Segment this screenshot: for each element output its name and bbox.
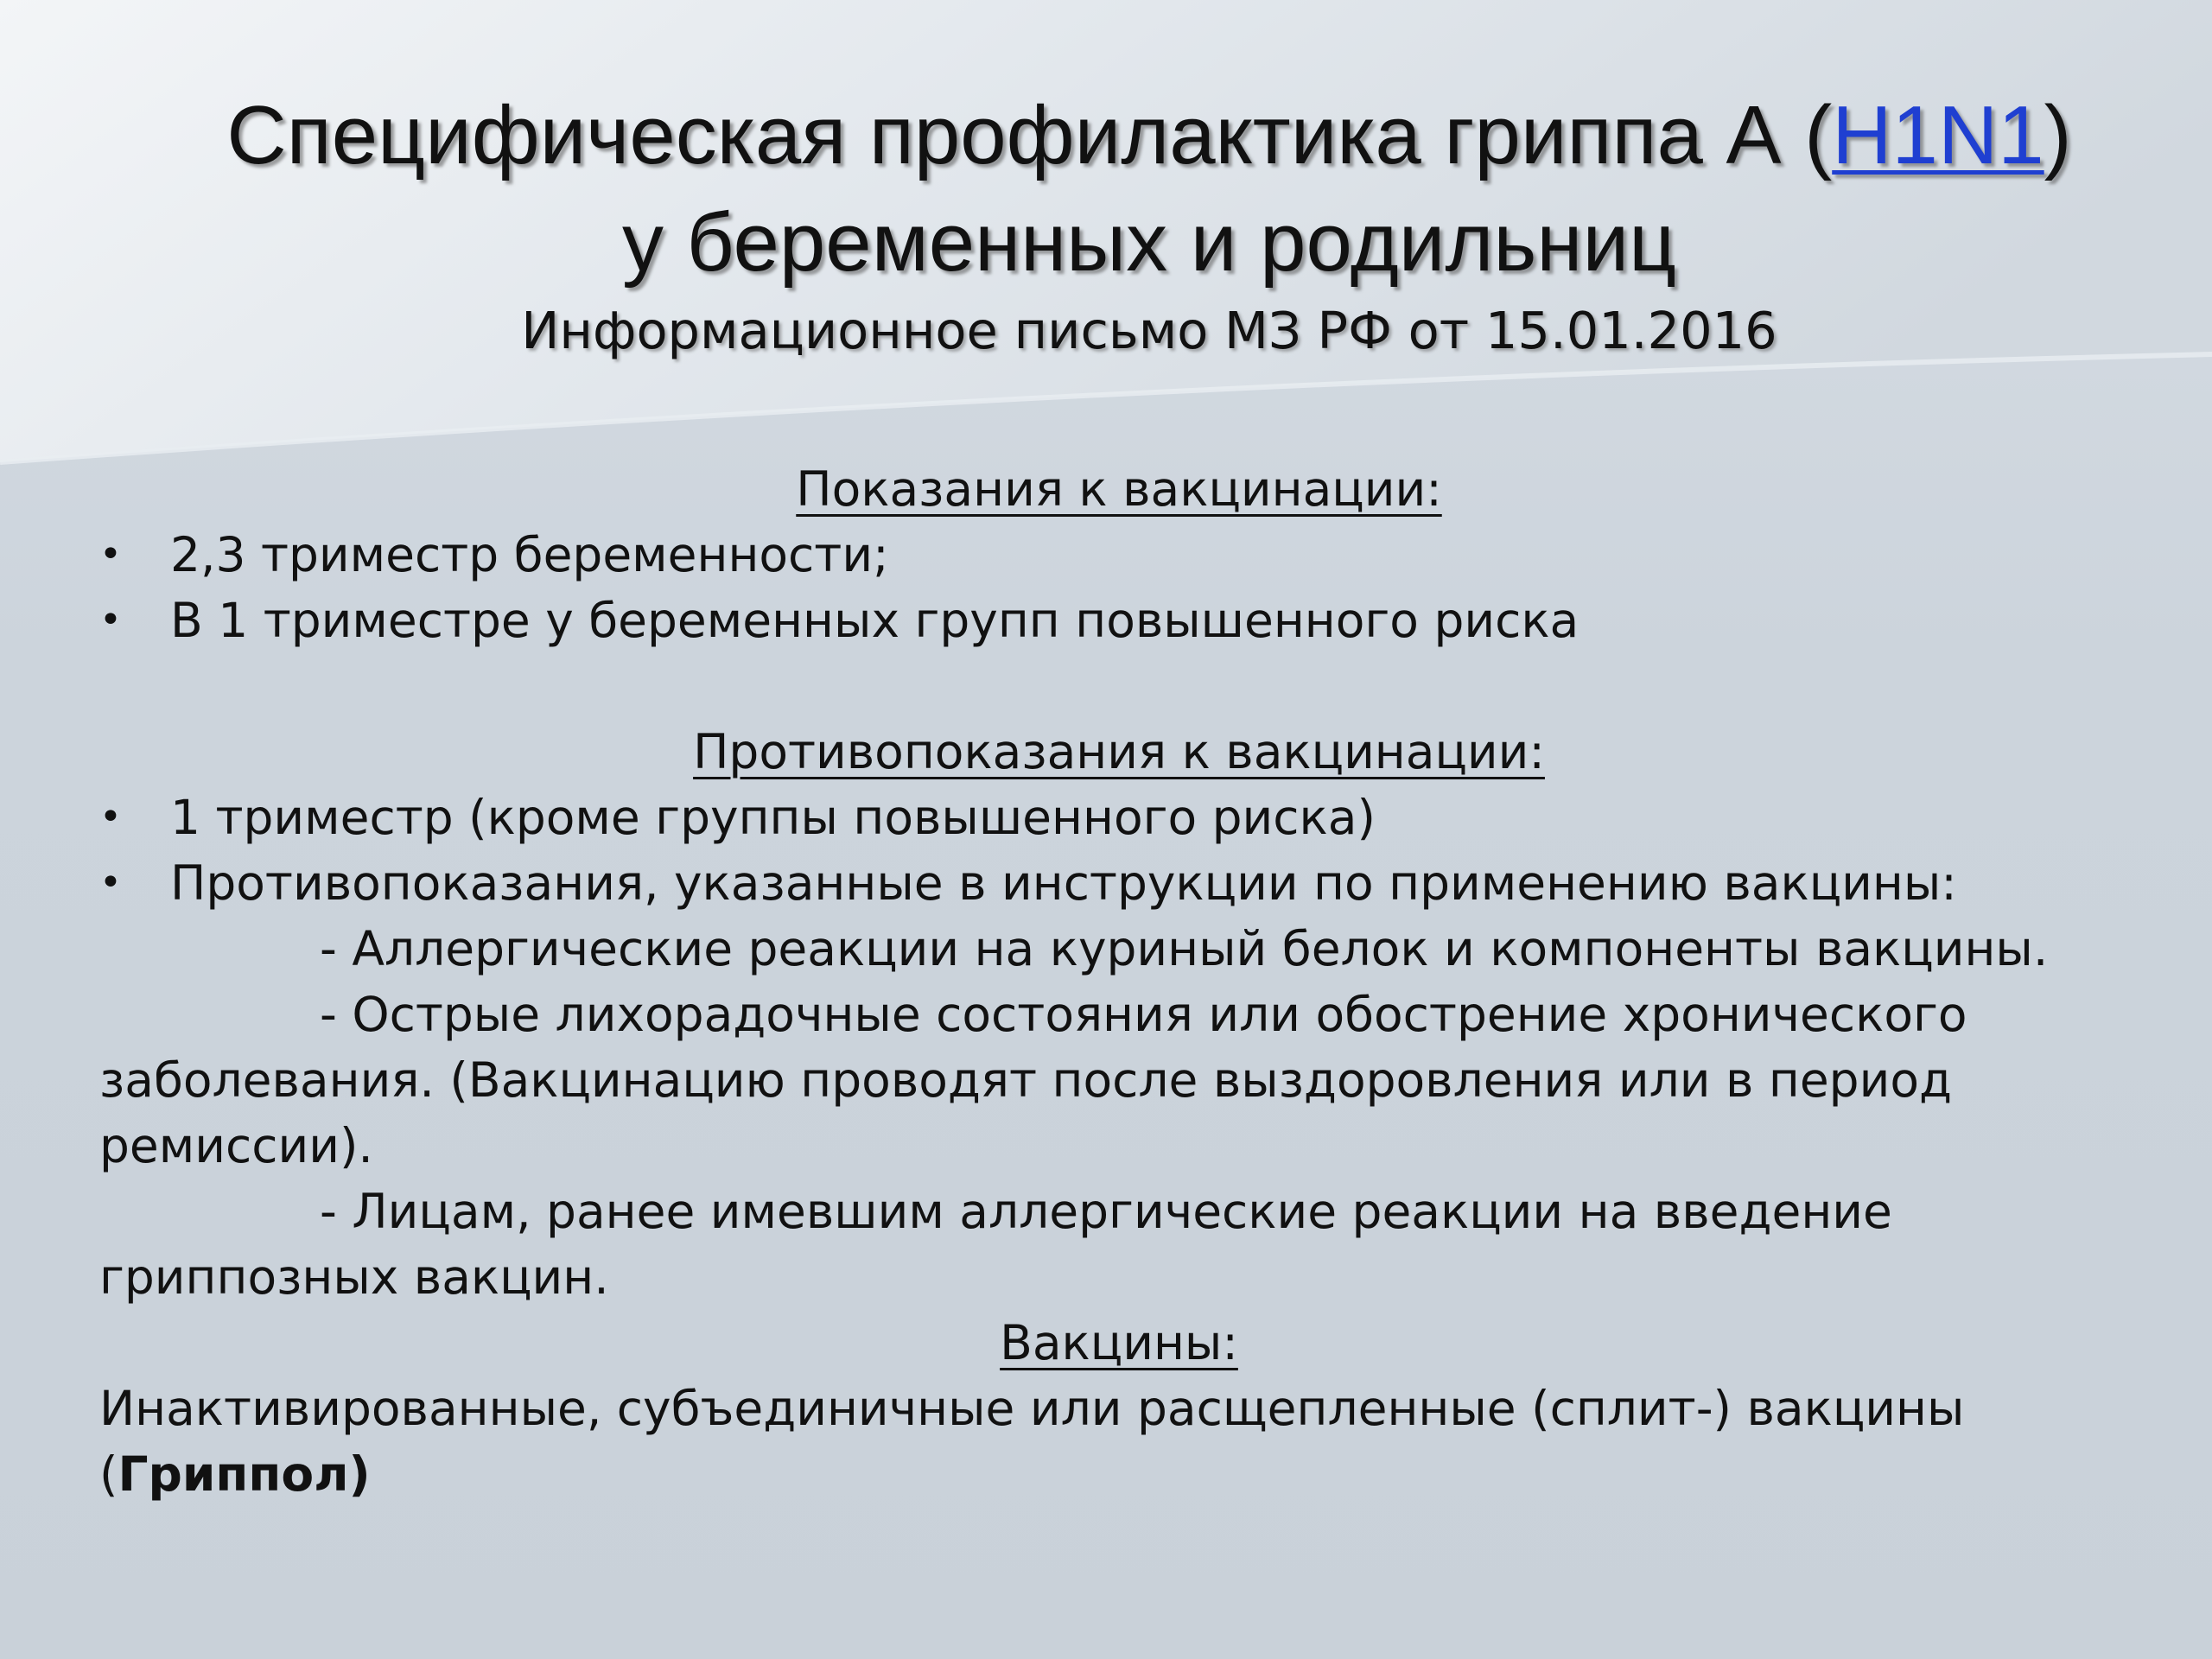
list-item-text: 2,3 триместр беременности;: [170, 527, 889, 582]
sub-item: - Лицам, ранее имевшим аллергические реакции на введение гриппозных вакцин.: [99, 1184, 1892, 1305]
title-block: [138, 82, 2160, 365]
h1n1-link[interactable]: H1N1: [1832, 89, 2044, 181]
list-item-text: Противопоказания, указанные в инструкции по применению вакцины:: [170, 855, 1957, 911]
bullet-icon: •: [99, 795, 122, 839]
list-item: [99, 850, 2139, 916]
spacer: [99, 653, 2139, 719]
sub-item: - Острые лихорадочные состояния или обострение хронического заболевания. (Вакцинацию проводят после выздоровления или в период ремиссии).: [99, 987, 1967, 1173]
vaccine-name: Гриппол): [118, 1446, 371, 1502]
slide-content: [99, 456, 2139, 1507]
indications-heading: Показания к вакцинации:: [796, 461, 1442, 517]
sub-item: - Аллергические реакции на куриный белок и компоненты вакцины.: [320, 921, 2049, 976]
list-item: [99, 588, 2139, 653]
bullet-icon: •: [99, 532, 122, 576]
title-prefix: Специфическая профилактика гриппа А (: [226, 89, 1833, 181]
list-item-text: 1 триместр (кроме группы повышенного риска): [170, 790, 1376, 845]
list-item: [99, 785, 2139, 850]
bullet-icon: •: [99, 598, 122, 642]
vaccines-description: Инактивированные, субъединичные или расщепленные (сплит-) вакцины (: [99, 1381, 1965, 1502]
title-line-1: [138, 82, 2160, 189]
list-item-text: В 1 триместре у беременных групп повышенного риска: [170, 593, 1580, 648]
list-item: [99, 522, 2139, 588]
subtitle: Информационное письмо МЗ РФ от 15.01.2016: [521, 301, 1777, 360]
title-suffix: ): [2044, 89, 2072, 181]
vaccines-heading: Вакцины:: [1000, 1315, 1238, 1370]
vaccines-text: [99, 1376, 2139, 1507]
title-line-2: у беременных и родильниц: [621, 196, 1677, 289]
bullet-icon: •: [99, 861, 122, 905]
contraindications-heading: Противопоказания к вакцинации:: [693, 724, 1545, 779]
